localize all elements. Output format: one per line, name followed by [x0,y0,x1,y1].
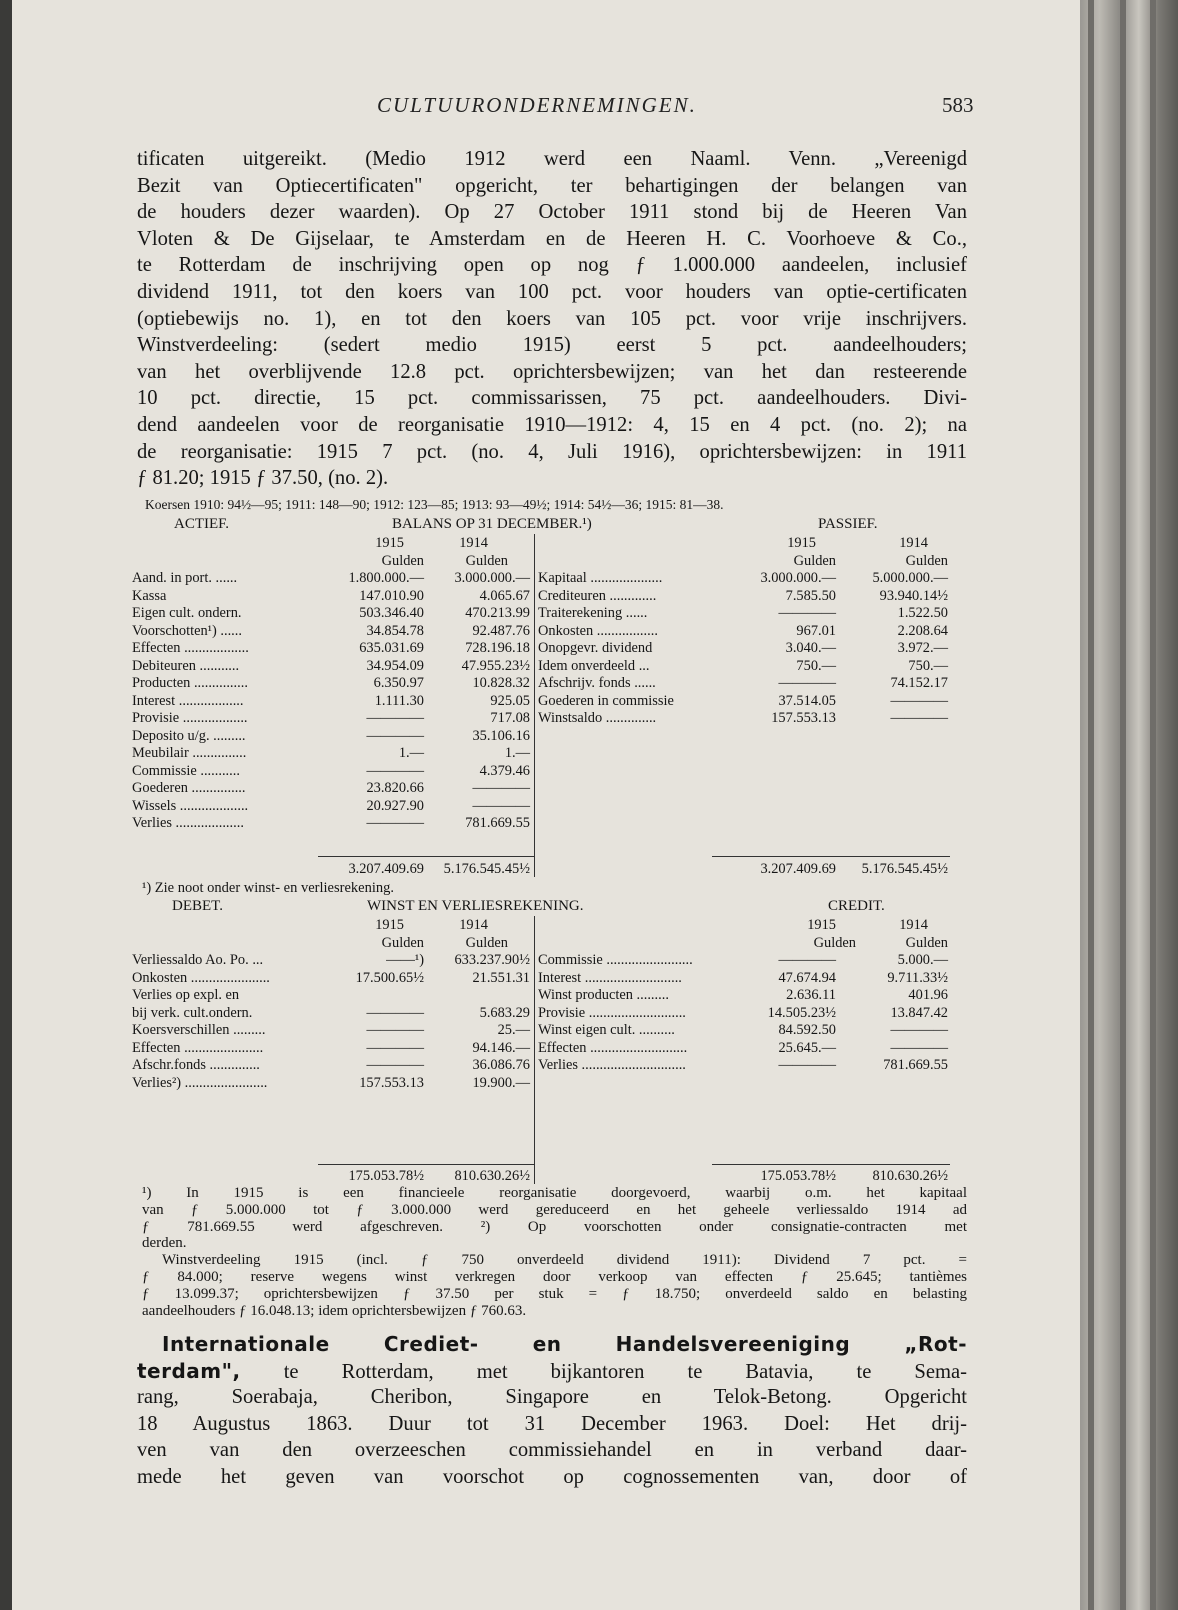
table-row [132,605,532,623]
table-row [132,745,532,763]
value-1915: ———— [366,710,424,726]
year-header: 1914 [459,535,488,551]
text-line: 10 pct. directie, 15 pct. commissarissen, 75 pct. aandeelhouders. Divi- [137,387,967,410]
value-1914: 750.— [908,657,948,674]
actief-total [132,861,532,879]
total-rule [318,1164,534,1165]
row-label: Debiteuren ........... [132,657,240,674]
value-1914: 35.106.16 [472,727,530,744]
row-label: Kassa [132,587,167,604]
value-1915: 20.927.90 [366,797,424,814]
value-1915: 157.553.13 [359,1074,424,1091]
table-row [132,1057,532,1075]
passief-heading: PASSIEF. [818,516,878,532]
year-header: 1914 [459,917,488,933]
unit-header: Gulden [813,934,856,951]
table-row [132,798,532,816]
value-1915: 25.645.— [778,1039,836,1056]
table-row [132,658,532,676]
row-label: Onopgevr. dividend [538,640,653,656]
table-row [132,710,532,728]
value-1915: ———— [778,1057,836,1073]
table-row [538,623,950,641]
text-line: dend aandeelen voor de reorganisatie 1910—1912: 4, 15 en 4 pct. (no. 2); na [137,413,967,436]
text-line: dividend 1911, tot den koers van 100 pct. voor houders van optie-certificaten [137,280,967,303]
page-header [12,93,1080,123]
unit-header: Gulden [465,552,508,569]
row-label: Provisie .................. [132,710,248,726]
table-row [132,1040,532,1058]
table-row [132,952,532,970]
value-1915: ———— [366,727,424,744]
footnote-line: Winstverdeeling 1915 (incl. ƒ 750 onverdeeld dividend 1911): Dividend 7 pct. = [162,1252,967,1269]
table-row [538,710,950,728]
value-1914: 1.522.50 [897,605,948,621]
credit-total [538,1168,950,1186]
value-1915: 3.040.— [785,640,836,656]
row-label: Effecten ........................... [538,1039,688,1056]
row-label: Eigen cult. ondern. [132,605,242,621]
table-row [538,640,950,658]
unit-header: Gulden [465,934,508,951]
book-spine [1080,0,1178,1610]
total-value: 3.207.409.69 [348,861,424,877]
actief-heading: ACTIEF. [174,516,230,532]
total-value: 810.630.26½ [872,1168,948,1184]
value-1914: 2.208.64 [897,622,948,639]
value-1915: ———— [778,675,836,691]
value-1915: 2.636.11 [786,987,836,1003]
spine-strip [1150,0,1156,1610]
row-label: Kapitaal .................... [538,570,663,586]
text-line: 18 Augustus 1863. Duur tot 31 December 1963. Doel: Het drij- [137,1412,967,1435]
value-1915: 1.800.000.— [348,570,424,586]
table-row [132,693,532,711]
company-name: Internationale Crediet- en Handelsvereeniging „Rot- [162,1332,967,1356]
value-1915: ———— [366,1039,424,1056]
value-1915: 503.346.40 [359,605,424,621]
credit-column-headers [538,917,950,952]
column-divider [534,534,535,877]
value-1915: ———— [366,762,424,779]
row-label: Onkosten ................. [538,622,658,639]
value-1914: 19.900.— [472,1074,530,1091]
table-row [132,640,532,658]
total-rule [318,856,534,857]
row-label: Verlies ............................. [538,1057,686,1073]
value-1914: 10.828.32 [472,675,530,691]
debet-column-headers [132,917,532,952]
table-row [538,1057,950,1075]
value-1915: ——¹) [386,952,424,968]
row-label: Traiterekening ...... [538,605,648,621]
unit-header: Gulden [381,934,424,951]
year-header: 1914 [899,917,928,933]
value-1914: 25.— [497,1022,530,1038]
value-1915: 84.592.50 [778,1022,836,1038]
value-1914: 74.152.17 [890,675,948,691]
value-1915: 7.585.50 [785,587,836,604]
value-1914: 633.237.90½ [454,952,530,968]
table-row [538,605,950,623]
credit-heading: CREDIT. [828,898,885,914]
value-1914: 925.05 [490,692,530,709]
value-1914: ———— [890,1022,948,1038]
text-fragment: te Rotterdam, met bijkantoren te Batavia, te Sema- [240,1360,967,1383]
value-1915: 17.500.65½ [355,969,424,986]
value-1914: 717.08 [490,710,530,726]
table-row [538,952,950,970]
actief-column-headers [132,535,532,570]
company-name: terdam", [137,1358,241,1383]
text-line: ven van den overzeeschen commissiehandel en in verband daar- [137,1439,967,1462]
value-1914: 13.847.42 [890,1004,948,1021]
footnote-line: aandeelhouders ƒ 16.048.13; idem oprichtersbewijzen ƒ 760.63. [142,1302,527,1319]
value-1915: 967.01 [796,622,836,639]
debet-total [132,1168,532,1186]
value-1914: 470.213.99 [465,605,530,621]
column-divider [534,916,535,1184]
text-line: mede het geven van voorschot op cognossementen van, door of [137,1465,967,1488]
table-row [132,1075,532,1093]
value-1914: 94.146.— [472,1039,530,1056]
year-header: 1915 [375,917,404,933]
value-1915: ———— [366,1004,424,1021]
value-1915: ———— [366,815,424,831]
row-label: Aand. in port. ...... [132,570,238,586]
text-line: (optiebewijs no. 1), en tot den koers van 105 pct. voor vrije inschrijvers. [137,307,967,330]
row-label: Idem onverdeeld ... [538,657,650,674]
row-label: Deposito u/g. ......... [132,727,246,744]
table-row [132,1022,532,1040]
text-line: Winstverdeeling: (sedert medio 1915) eerst 5 pct. aandeelhouders; [137,334,967,357]
value-1914: 781.669.55 [883,1057,948,1073]
value-1915: ———— [778,952,836,968]
row-label: Wissels ................... [132,797,249,814]
footnote-line: derden. [142,1235,187,1252]
value-1915: 34.954.09 [366,657,424,674]
value-1915: ———— [366,1057,424,1073]
value-1915: 1.— [398,745,424,761]
value-1914: 401.96 [908,987,948,1003]
text-line: tificaten uitgereikt. (Medio 1912 werd een Naaml. Venn. „Vereenigd [137,148,967,170]
value-1914: 36.086.76 [472,1057,530,1073]
value-1914: 5.000.— [897,952,948,968]
balans-heading: BALANS OP 31 DECEMBER.¹) [392,516,592,532]
text-line: Vloten & De Gijselaar, te Amsterdam en de Heeren H. C. Voorhoeve & Co., [137,227,967,250]
passief-column-headers [538,535,950,570]
passief-table [538,570,950,728]
text-line: ƒ 81.20; 1915 ƒ 37.50, (no. 2). [137,467,389,490]
value-1915: 34.854.78 [366,622,424,639]
total-value: 5.176.545.45½ [861,861,948,877]
row-label: Voorschotten¹) ...... [132,622,242,639]
row-label: Winstsaldo .............. [538,710,657,726]
table-row [538,675,950,693]
table-row [132,987,532,1005]
winst-heading: WINST EN VERLIESREKENING. [367,898,584,914]
total-value: 3.207.409.69 [760,861,836,877]
row-label: Interest .................. [132,692,244,709]
table-row [132,763,532,781]
value-1914: 3.000.000.— [454,570,530,586]
value-1914: 21.551.31 [472,969,530,986]
row-label: Effecten .................. [132,640,249,656]
footnote-line: ƒ 13.099.37; oprichtersbewijzen ƒ 37.50 per stuk = ƒ 18.750; onverdeeld saldo en belasting [142,1285,967,1302]
value-1914: 47.955.23½ [461,657,530,674]
row-label: Goederen ............... [132,780,246,796]
passief-total [538,861,950,879]
company-entry [137,1331,967,1491]
table-row [132,570,532,588]
total-value: 810.630.26½ [454,1168,530,1184]
row-label: Meubilair ............... [132,745,247,761]
value-1915: 1.111.30 [374,692,424,709]
text-line: van het overblijvende 12.8 pct. oprichtersbewijzen; van het dan resteerende [137,360,967,383]
footnote-line: ƒ 84.000; reserve wegens winst verkregen door verkoop van effecten ƒ 25.645; tantièmes [142,1268,967,1285]
debet-table [132,952,532,1092]
year-header: 1914 [899,535,928,551]
intro-paragraph [137,146,967,492]
text-line: de reorganisatie: 1915 7 pct. (no. 4, Juli 1916), oprichtersbewijzen: in 1911 [137,440,967,463]
value-1914: 5.000.000.— [872,570,948,586]
table-row [538,1040,950,1058]
table-row [132,728,532,746]
footnote-line: ¹) In 1915 is een financieele reorganisatie doorgevoerd, waarbij o.m. het kapitaal [142,1185,967,1201]
year-header: 1915 [375,535,404,551]
row-label: Producten ............... [132,675,248,691]
table-row [132,623,532,641]
table-row [132,675,532,693]
total-rule [712,856,950,857]
table-row [538,658,950,676]
row-label: Winst producten ......... [538,987,669,1003]
debet-heading: DEBET. [172,898,223,914]
row-label: Commissie ........... [132,762,240,779]
text-line: rang, Soerabaja, Cheribon, Singapore en Telok-Betong. Opgericht [137,1386,967,1409]
table-row [132,780,532,798]
year-header: 1915 [807,917,836,933]
row-label: Goederen in commissie [538,692,674,709]
footnote-line: van ƒ 5.000.000 tot ƒ 3.000.000 werd gereduceerd en het geheele verliessaldo 1914 ad [142,1201,967,1218]
book-page [12,0,1080,1610]
credit-table [538,952,950,1075]
value-1914: 92.487.76 [472,622,530,639]
unit-header: Gulden [793,552,836,569]
value-1915: 157.553.13 [771,710,836,726]
value-1914: 3.972.— [897,640,948,656]
value-1914: 9.711.33½ [887,969,948,986]
row-label: Koersverschillen ......... [132,1022,266,1038]
value-1915: 147.010.90 [359,587,424,604]
value-1915: 6.350.97 [373,675,424,691]
row-label: bij verk. cult.ondern. [132,1004,253,1021]
total-value: 5.176.545.45½ [443,861,530,877]
row-label: Verliessaldo Ao. Po. ... [132,952,264,968]
table-row [538,1022,950,1040]
spine-strip [1120,0,1126,1610]
running-title: CULTUURONDERNEMINGEN. [377,93,697,117]
table-row [132,1005,532,1023]
table-row [538,693,950,711]
row-label: Verlies²) ....................... [132,1074,268,1091]
total-rule [712,1164,950,1165]
value-1914: ———— [472,780,530,796]
total-value: 175.053.78½ [760,1168,836,1184]
value-1915: 14.505.23½ [767,1004,836,1021]
table-row [132,815,532,833]
value-1914: ———— [890,1039,948,1056]
row-label: Winst eigen cult. .......... [538,1022,675,1038]
value-1915: 47.674.94 [778,969,836,986]
row-label: Verlies ................... [132,815,244,831]
value-1914: 781.669.55 [465,815,530,831]
year-header: 1915 [787,535,816,551]
table-row [538,588,950,606]
value-1914: ———— [890,710,948,726]
text-line: de houders dezer waarden). Op 27 October 1911 stond bij de Heeren Van [137,201,967,224]
unit-header: Gulden [905,552,948,569]
unit-header: Gulden [905,934,948,951]
value-1914: 4.065.67 [479,587,530,604]
page-number: 583 [942,93,974,117]
value-1914: 93.940.14½ [879,587,948,604]
row-label: Commissie ........................ [538,952,693,968]
value-1915: ———— [778,605,836,621]
value-1915: 37.514.05 [778,692,836,709]
total-value: 175.053.78½ [348,1168,424,1184]
table-row [132,970,532,988]
text-line [137,1358,967,1385]
row-label: Afschr.fonds .............. [132,1057,260,1073]
footnote-line: ƒ 781.669.55 werd afgeschreven. ²) Op voorschotten onder consignatie-contracten met [142,1218,967,1235]
row-label: Afschrijv. fonds ...... [538,675,656,691]
table-row [132,588,532,606]
row-label: Interest ........................... [538,969,682,986]
value-1914: 5.683.29 [479,1004,530,1021]
koersen-line: Koersen 1910: 94½—95; 1911: 148—90; 1912: 123—85; 1913: 93—49½; 1914: 54½—36; 1915: 81—38. [145,497,724,512]
table-row [538,1005,950,1023]
row-label: Provisie ........................... [538,1004,686,1021]
value-1915: 3.000.000.— [760,570,836,586]
table-row [538,987,950,1005]
value-1915: 635.031.69 [359,640,424,656]
spine-strip [1088,0,1094,1610]
text-line: te Rotterdam de inschrijving open op nog ƒ 1.000.000 aandeelen, inclusief [137,254,967,277]
text-line: Bezit van Optiecertificaten" opgericht, ter behartigingen der belangen van [137,174,967,197]
value-1915: ———— [366,1022,424,1038]
actief-table [132,570,532,833]
row-label: Verlies op expl. en [132,987,240,1003]
row-label: Crediteuren ............. [538,587,657,604]
value-1914: 728.196.18 [465,640,530,656]
table-row [538,970,950,988]
row-label: Effecten ...................... [132,1039,264,1056]
value-1915: 23.820.66 [366,780,424,796]
balans-note: ¹) Zie noot onder winst- en verliesrekening. [142,880,394,896]
unit-header: Gulden [381,552,424,569]
row-label: Onkosten ...................... [132,969,270,986]
value-1914: ———— [472,797,530,814]
footnotes [142,1185,967,1319]
table-row [538,570,950,588]
value-1914: ———— [890,692,948,709]
value-1914: 1.— [504,745,530,761]
value-1914: 4.379.46 [479,762,530,779]
value-1915: 750.— [796,657,836,674]
